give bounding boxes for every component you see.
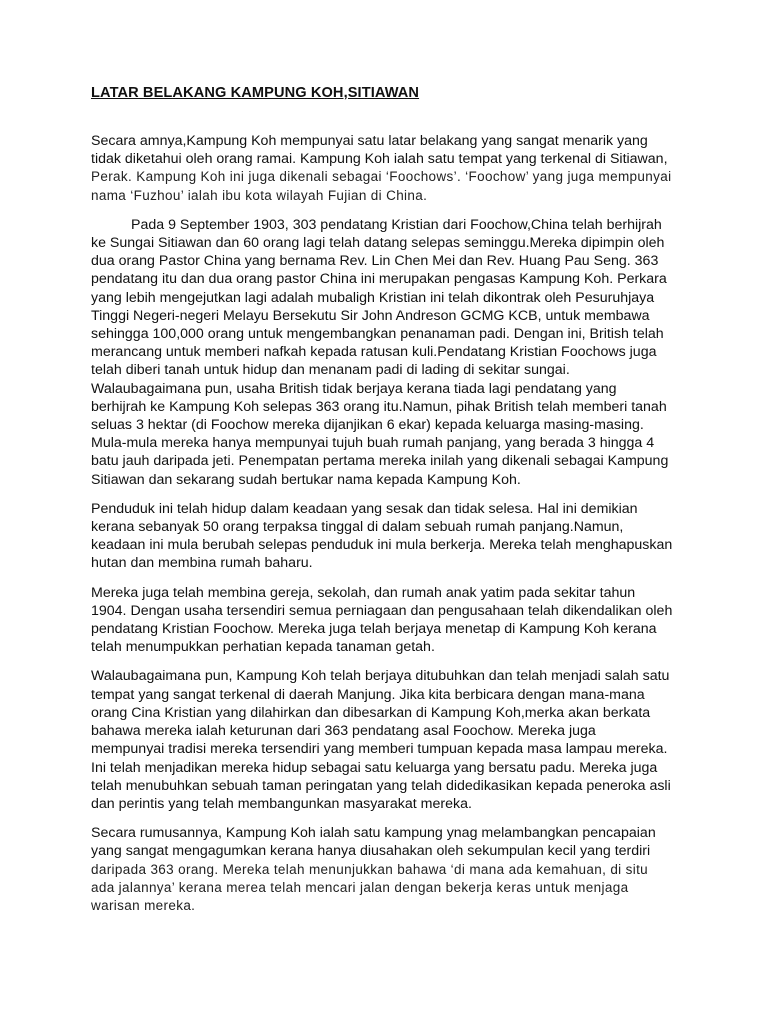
paragraph-development [91,584,683,657]
paragraph-line: bahawa mereka ialah keturunan dari 363 pendatang asal Foochow. Mereka juga [91,723,596,740]
paragraph-line: hutan dan membina rumah baharu. [91,555,313,572]
paragraph-line: Penduduk ini telah hidup dalam keadaan yang sesak dan tidak selesa. Hal ini demikian [91,500,638,517]
paragraph-line: Secara amnya,Kampung Koh mempunyai satu latar belakang yang sangat menarik yang [91,133,648,149]
paragraph-living-conditions [91,500,683,573]
paragraph-history [91,216,683,489]
paragraph-line: daripada 363 orang. Mereka telah menunjukkan bahawa ‘di mana ada kemahuan, di situ [91,861,649,877]
paragraph-line: warisan mereka. [91,897,196,913]
paragraph-line: pendatang itu dan dua orang pastor China ini merupakan pengasas Kampung Koh. Perkara [91,271,667,288]
document-title: LATAR BELAKANG KAMPUNG KOH,SITIAWAN [91,85,420,101]
paragraph-line: batu jauh daripada jeti. Penempatan pertama mereka inilah yang dikenali sebagai Kampung [91,453,669,470]
paragraph-line: telah diberi tanah untuk hidup dan menanam padi di lading di sekitar sungai. [91,362,570,379]
paragraph-line: Sitiawan dan sekarang sudah bertukar nama kepada Kampung Koh. [91,471,521,488]
paragraph-line: dua orang Pastor China yang bernama Rev. Lin Chen Mei dan Rev. Huang Pau Seng. 363 [91,253,659,270]
paragraph-line: Mereka juga telah membina gereja, sekolah, dan rumah anak yatim pada sekitar tahun [91,584,636,601]
paragraph-line: tidak diketahui oleh orang ramai. Kampung Koh ialah satu tempat yang terkenal di Sitiawan, [91,151,668,168]
paragraph-line: pendatang Kristian Foochow. Mereka juga telah berjaya menetap di Kampung Koh kerana [91,621,657,638]
paragraph-line: nama ‘Fuzhou’ ialah ibu kota wilayah Fujian di China. [91,187,428,203]
paragraph-line: yang sangat mengagumkan kerana hanya diusahakan oleh sekumpulan kecil yang terdiri [91,843,651,860]
paragraph-heritage [91,667,683,813]
paragraph-line: Ini telah menjadikan mereka hidup sebagai satu keluarga yang bersatu padu. Mereka juga [91,759,658,776]
paragraph-line: telah menumpukkan perhatian kepada tanaman getah. [91,639,435,656]
paragraph-line: merancang untuk memberi nafkah kepada ratusan kuli.Pendatang Kristian Foochows juga [91,344,657,361]
paragraph-line: yang lebih mengejutkan lagi adalah mubaligh Kristian ini telah dikontrak oleh Pesuruhjaya [91,289,655,306]
paragraph-line: Mula-mula mereka hanya mempunyai tujuh buah rumah panjang, yang berada 3 hingga 4 [91,435,655,452]
paragraph-line: mempunyai tradisi mereka tersendiri yang memberi tumpuan kepada masa lampau mereka. [91,741,668,758]
paragraph-line: ke Sungai Sitiawan dan 60 orang lagi telah datang selepas seminggu.Mereka dipimpin oleh [91,235,665,252]
paragraph-line: orang Cina Kristian yang dilahirkan dan dibesarkan di Kampung Koh,merka akan berkata [91,704,651,721]
paragraph-conclusion [91,824,683,915]
document-page [91,84,683,926]
paragraph-line: keadaan ini mula berubah selepas penduduk ini mula berkerja. Mereka telah menghapuskan [91,537,673,554]
paragraph-line: 1904. Dengan usaha tersendiri semua perniagaan dan pengusahaan telah dikendalikan oleh [91,602,673,619]
paragraph-line: telah menubuhkan sebuah taman peringatan yang telah didedikasikan kepada peneroka asli [91,777,671,794]
paragraph-line: ada jalannya’ kerana merea telah mencari jalan dengan bekerja keras untuk menjaga [91,879,629,895]
paragraph-line: tempat yang sangat terkenal di daerah Manjung. Jika kita berbicara dengan mana-mana [91,686,645,703]
paragraph-line: Perak. Kampung Koh ini juga dikenali sebagai ‘Foochows’. ‘Foochow’ yang juga mempunyai [91,169,672,185]
paragraph-line: kerana sebanyak 50 orang terpaksa tinggal di dalam sebuah rumah panjang.Namun, [91,519,624,536]
paragraph-intro [91,132,683,205]
paragraph-line: Walaubagaimana pun, usaha British tidak berjaya kerana tiada lagi pendatang yang [91,380,617,397]
paragraph-line: Walaubagaimana pun, Kampung Koh telah berjaya ditubuhkan dan telah menjadi salah satu [91,668,670,685]
paragraph-line: Pada 9 September 1903, 303 pendatang Kristian dari Foochow,China telah berhijrah [131,216,662,233]
paragraph-line: dan perintis yang telah membangunkan masyarakat mereka. [91,795,472,812]
paragraph-line: sehingga 100,000 orang untuk mengembangkan penanaman padi. Dengan ini, British telah [91,326,664,343]
paragraph-line: Tinggi Negeri-negeri Melayu Bersekutu Sir John Andreson GCMG KCB, untuk membawa [91,307,650,324]
paragraph-line: Secara rumusannya, Kampung Koh ialah satu kampung ynag melambangkan pencapaian [91,825,656,842]
paragraph-line: seluas 3 hektar (di Foochow mereka dijanjikan 6 ekar) kepada keluarga masing-masing. [91,417,644,434]
paragraph-line: berhijrah ke Kampung Koh selepas 363 orang itu.Namun, pihak British telah memberi tanah [91,398,667,415]
